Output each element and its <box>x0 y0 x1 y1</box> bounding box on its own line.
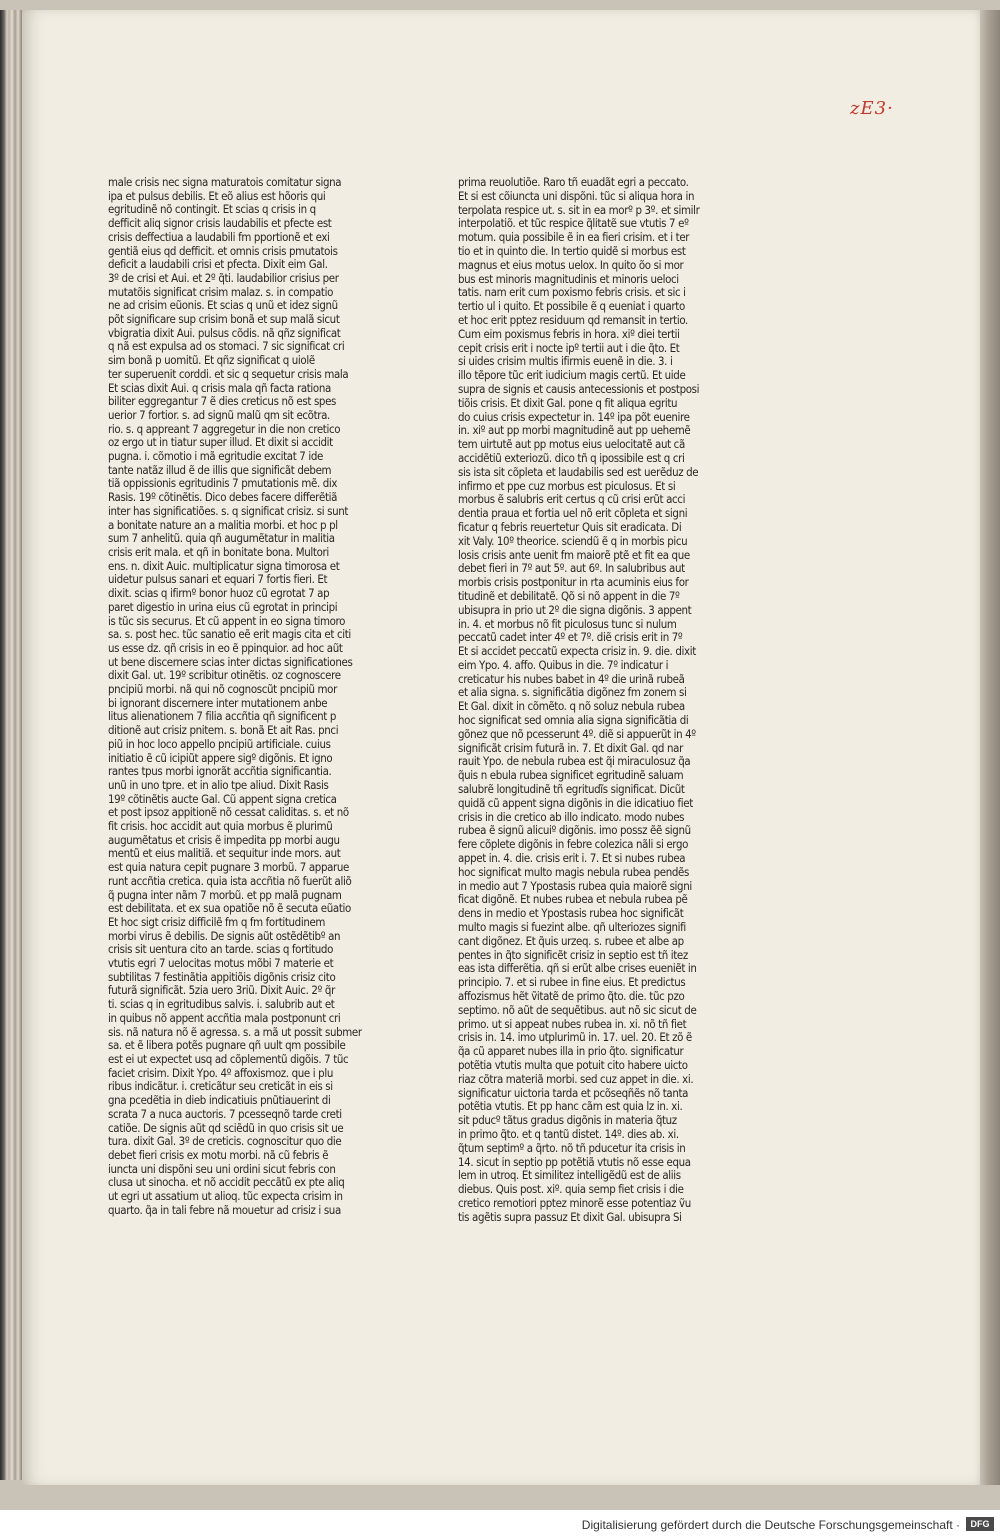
text-line: bus est minoris magnitudinis et minoris ueloci <box>458 272 679 286</box>
text-line: catiõe. De signis aũt qd sciẽdũ in quo crisis sit ue <box>108 1121 344 1135</box>
text-line: bi ignorant discernere inter mutationem anbe <box>108 696 328 710</box>
text-line: augumẽtatus et crisis ẽ impedita pp morbi augu <box>108 833 340 847</box>
text-line: accidẽtiũ exteriozũ. dico tñ q ipossibile est q cri <box>458 451 685 465</box>
text-column-right <box>458 176 732 1225</box>
text-line: sa. et ẽ libera potẽs pugnare qñ uult qm possibile <box>108 1039 346 1053</box>
text-line: sit pducº tãtus gradus digõnis in materia q̃tuz <box>458 1114 677 1128</box>
text-line: ens. n. dixit Auic. multiplicatur signa timorosa et <box>108 559 340 573</box>
text-line: gõnez que nõ pcesserunt 4º. diẽ si appuerũt in 4º <box>458 727 696 741</box>
text-line: futurã significãt. 5zia uero 3riũ. Dixit Auic. 2º q̃r <box>108 984 335 998</box>
text-line: prima reuolutiõe. Raro tñ euadãt egri a peccato. <box>458 176 689 189</box>
text-line: scrata 7 a nuca auctoris. 7 pcesseqnõ tarde creti <box>108 1107 342 1121</box>
text-line: tertio ul i quito. Et possibile ẽ q eueniat i quarto <box>458 300 685 314</box>
dfg-logo: DFG <box>966 1517 994 1531</box>
text-line: mentũ et eius malitiã. et sequitur inde mors. aut <box>108 847 341 861</box>
text-line: q̃ pugna inter nãm 7 morbũ. et pp malã pugnam <box>108 888 342 902</box>
text-line: primo. ut si appeat nubes rubea in. xi. nõ tñ fiet <box>458 1017 687 1031</box>
text-line: significãt crisim futurã in. 7. Et dixit Gal. qd nar <box>458 741 683 755</box>
text-line: Rasis. 19º cõtinẽtis. Dico debes facere differẽtiã <box>108 491 338 505</box>
text-line: cepit crisis erit i nocte ipº tertii aut i die q̃to. Et <box>458 341 680 355</box>
text-line: tante natãz illud ẽ de illis que significãt debem <box>108 463 332 477</box>
text-line: et post ipsoz appitionẽ nõ cessat caliditas. s. et nõ <box>108 806 349 820</box>
text-line: crisis sit uentura cito an tarde. scias q fortitudo <box>108 943 333 957</box>
text-line: est debilitata. et ex sua opatiõe nõ ẽ secuta eũatio <box>108 902 351 916</box>
text-line: septimo. nõ aũt de sequẽtibus. aut nõ sic sicut de <box>458 1003 697 1017</box>
text-line: ut egri ut assatium ut alioq. tũc expecta crisim in <box>108 1190 343 1204</box>
text-line: hoc significat multo magis nebula rubea pendẽs <box>458 865 690 879</box>
text-line: pentes in q̃to significẽt crisiz in septio est tñ itez <box>458 948 688 962</box>
text-line: inter has significatiões. s. q significat crisiz. si sunt <box>108 504 349 518</box>
text-line: 14. sicut in septio pp potẽtiã vtutis nõ esse equa <box>458 1155 691 1169</box>
text-line: lem in utroq. Et similitez intelligẽdũ est de aliis <box>458 1169 681 1183</box>
text-line: morbi virus ẽ debilis. De signis aũt ostẽdẽtibº an <box>108 929 341 943</box>
text-line: debet fieri in 7º aut 5º. aut 6º. In salubribus aut <box>458 562 685 576</box>
text-line: runt accñtia cretica. quia ista accñtia nõ fuerũt aliõ <box>108 874 352 888</box>
text-line: Et si accidet peccatũ expecta crisiz in. 9. die. dixit <box>458 645 696 659</box>
text-line: illo tẽpore tũc erit iudicium magis certũ. Et uide <box>458 369 686 383</box>
text-line: ut bene discernere scias inter dictas significationes <box>108 655 353 669</box>
text-line: in quibus nõ appent accñtia mala postponunt cri <box>108 1011 341 1025</box>
text-line: põt significare sup crisim bonã et sup malã sicut <box>108 313 340 327</box>
text-line: q nã est expulsa ad os stomaci. 7 sic significat cri <box>108 340 345 354</box>
text-line: morbus ẽ salubris erit certus q cũ crisi erũt acci <box>458 493 686 507</box>
text-line: Et si est cõiuncta uni dispõni. tũc si aliqua hora in <box>458 189 695 203</box>
text-line: salubrẽ longitudinẽ tñ egritudĩs significat. Dicũt <box>458 783 685 797</box>
text-line: quidã cũ appent signa digõnis in die idicatiuo fiet <box>458 796 693 810</box>
text-line: initiatio ẽ cũ icipiũt appere sigº digõnis. Et igno <box>108 751 333 765</box>
text-line: potẽtia vtutis multa que potuit cito habere uicto <box>458 1059 688 1072</box>
text-line: clusa ut sinocha. et nõ accidit peccãtũ ex pte aliq <box>108 1176 345 1190</box>
text-line: uerior 7 fortior. s. ad signũ malũ qm sit ecõtra. <box>108 408 330 422</box>
text-column-left <box>108 176 380 1217</box>
text-line: ubisupra in prio ut 2º die signa digõnis. 3 appent <box>458 603 692 617</box>
text-line: ditionẽ aut crisiz pnitem. s. bonã Et ait Ras. pnci <box>108 724 339 738</box>
text-line: tatis. nam erit cum poxismo febris crisis. et sic i <box>458 286 686 300</box>
text-line: in primo q̃to. et q tantũ distet. 14º. dies ab. xi. <box>458 1127 679 1141</box>
text-line: q̃uis n ebula rubea significet egritudinẽ saluam <box>458 769 684 783</box>
text-line: deficit a laudabili crisi et pfecta. Dixit eim Gal. <box>108 258 328 272</box>
text-line: sis ista sit cõpleta et laudabilis sed est uerẽduz de <box>458 465 699 479</box>
text-line: sis. nã natura nõ ẽ agressa. s. a mã ut possit submer <box>108 1025 362 1039</box>
text-line: piũ in hoc loco appello pncipiũ artificiale. cuius <box>108 737 331 751</box>
text-line: fere cõplete digõnis in febre colezica nãli si ergo <box>458 838 689 852</box>
text-line: oz ergo ut in tiatur super illud. Et dixit si accidit <box>108 436 333 450</box>
footer-bar <box>0 1510 1000 1538</box>
text-line: rio. s. q appreant 7 aggregetur in die non cretico <box>108 422 341 436</box>
text-line: ne ad crisim eũonis. Et scias q unũ et idez signũ <box>108 299 338 313</box>
text-line: biliter eggregantur 7 ẽ dies creticus nõ est spes <box>108 395 337 409</box>
text-line: crisis in. 14. imo utplurimũ in. 17. uel. 20. Et zõ ẽ <box>458 1031 692 1045</box>
text-line: appet in. 4. die. crisis erit i. 7. Et si nubes rubea <box>458 852 686 866</box>
text-line: riaz cõtra materiã morbi. sed cuz appet in die. xi. <box>458 1072 694 1086</box>
text-line: tura. dixit Gal. 3º de creticis. cognoscitur quo die <box>108 1135 342 1149</box>
text-line: tem uirtutẽ aut pp motus eius uelocitatẽ aut cã <box>458 438 685 452</box>
text-line: supra de signis et causis antecessionis et postposi <box>458 382 700 396</box>
text-line: tis agẽtis supra passuz Et dixit Gal. ubisupra Si <box>458 1210 682 1224</box>
text-line: q̃tum septimº a q̃rto. nõ tñ pducetur ita crisis in <box>458 1141 686 1155</box>
text-line: magnus et eius motus uelox. In quito õo si mor <box>458 258 684 272</box>
text-line: male crisis nec signa maturatois comitatur signa <box>108 176 342 189</box>
text-line: titudinẽ et debilitatẽ. Qõ si nõ appent in die 7º <box>458 589 680 603</box>
text-line: unũ in uno tpre. et in alio tpe aliud. Dixit Rasis <box>108 778 329 792</box>
text-line: in medio aut 7 Ypostasis rubea quia maiorẽ signi <box>458 879 692 893</box>
text-line: iuncta uni dispõni seu uni ordini sicut febris con <box>108 1162 336 1176</box>
text-line: crisis in die cretico ab illo indicato. modo nubes <box>458 810 685 824</box>
text-line: sim bonã p uomitũ. Et qñz significat q uiolẽ <box>108 354 315 368</box>
text-line: fit crisis. hoc accidit aut quia morbus ẽ plurimũ <box>108 820 333 834</box>
text-line: sa. s. post hec. tũc sanatio eẽ erit magis cita et citi <box>108 628 351 642</box>
right-page-edge <box>980 10 1000 1485</box>
text-line: tiõis crisis. Et dixit Gal. pone q fit aliqua egritu <box>458 396 678 410</box>
text-line: q̃a cũ apparet nubes illa in prio q̃to. significatur <box>458 1045 684 1059</box>
text-line: affozismus hẽt ṽitatẽ de primo q̃to. die. tũc pzo <box>458 990 685 1004</box>
text-line: 19º cõtinẽtis aucte Gal. Cũ appent signa cretica <box>108 792 337 806</box>
text-line: rauit Ypo. de nebula rubea est q̃i miraculosuz q̃a <box>458 755 691 769</box>
text-line: ipa et pulsus debilis. Et eõ alius est hõoris qui <box>108 189 326 203</box>
text-line: dens in medio et Ypostasis rubea hoc significãt <box>458 907 684 921</box>
text-line: 3º de crisi et Aui. et 2º q̃ti. laudabilior crisius per <box>108 271 339 285</box>
text-line: ficat digõnẽ. Et nubes rubea et nebula rubea pẽ <box>458 893 688 907</box>
text-line: terpolata respice ut. s. sit in ea morº p 3º. et similr <box>458 203 700 217</box>
text-line: Et hoc sigt crisiz difficilẽ fm q fm fortitudinem <box>108 915 326 929</box>
text-line: ter superuenit corddi. et sic q sequetur crisis mala <box>108 367 349 381</box>
text-line: dixit Gal. ut. 19º scribitur otinẽtis. oz cognoscere <box>108 669 341 683</box>
text-line: crisis erit mala. et qñ in bonitate bona. Multori <box>108 545 329 559</box>
text-line: peccatũ cadet inter 4º et 7º. diẽ crisis erit in 7º <box>458 631 683 645</box>
text-line: cretico remotiori pptez minorẽ esse potentiaz ṽu <box>458 1196 691 1210</box>
text-line: ti. scias q in egritudibus salvis. i. salubrib aut et <box>108 998 335 1012</box>
text-line: do cuius crisis expectetur in. 14º ipa põt euenire <box>458 410 690 424</box>
text-line: egritudinẽ nõ contingit. Et scias q crisis in q <box>108 203 316 217</box>
text-line: Et Gal. dixit in cõmẽto. q nõ soluz nebula rubea <box>458 700 685 714</box>
text-line: morbis crisis postponitur in rta acuminis eius for <box>458 576 689 590</box>
text-line: Et scias dixit Aui. q crisis mala qñ facta rationa <box>108 381 331 395</box>
text-line: tio et in quinto die. In tertio quidẽ si morbus est <box>458 244 686 258</box>
text-line: rubea ẽ signũ alicuiº digõnis. imo possz ẽẽ signũ <box>458 824 691 838</box>
text-line: defficit aliq signor crisis laudabilis et pfecte est <box>108 217 332 231</box>
text-line: crisis deffectiua a laudabili fm pportionẽ et exi <box>108 230 330 244</box>
folio-number: zE3· <box>850 98 894 119</box>
text-line: gentiã eius qd defficit. et omnis crisis pmutatois <box>108 244 338 258</box>
text-line: us esse dz. qñ crisis in eo ẽ ppinquior. ad hoc aũt <box>108 641 343 655</box>
text-line: est ei ut expectet usq ad cõplementũ digõis. 7 tũc <box>108 1053 349 1066</box>
text-line: subtilitas 7 festinãtia appitiõis digõnis crisiz cito <box>108 970 336 984</box>
text-line: faciet crisim. Dixit Ypo. 4º affoxismoz. que i plu <box>108 1066 333 1080</box>
text-line: principio. 7. et si rubee in fine eius. Et predictus <box>458 976 686 990</box>
text-line: interpolatiõ. et tũc respice q̃litatẽ sue vtutis 7 eº <box>458 217 689 231</box>
text-line: tiã oppissionis egritudinis 7 pmutationis mẽ. dix <box>108 477 338 491</box>
text-line: a bonitate nature an a malitia morbi. et hoc p pl <box>108 518 338 532</box>
text-line: vtutis egri 7 uelocitas motus mõbi 7 materie et <box>108 957 334 971</box>
text-line: ribus indicãtur. i. creticãtur seu creticãt in eis si <box>108 1080 333 1094</box>
text-line: diebus. Quis post. xiº. quia semp fiet crisis i die <box>458 1183 684 1197</box>
text-line: in. 4. et morbus nõ fit piculosus tunc si nulum <box>458 617 677 631</box>
text-line: gna pcedẽtia in dieb indicatiuis pnũtiauerint di <box>108 1094 331 1108</box>
text-line: et alia signa. s. significãtia digõnez fm zonem si <box>458 686 687 700</box>
text-line: litus alienationem 7 filia accñtia qñ significent p <box>108 710 337 724</box>
text-line: eim Ypo. 4. affo. Quibus in die. 7º indicatur i <box>458 658 669 672</box>
text-line: rantes tpus morbi ignorãt accñtia significantia. <box>108 765 332 779</box>
text-line: et hoc erit pptez residuum qd remansit in tertio. <box>458 313 688 327</box>
text-line: Cum eim poxismus febris in hora. xiº diei tertii <box>458 327 680 341</box>
text-line: mutatõis significat crisim malaz. s. in compatio <box>108 285 334 299</box>
text-line: sum 7 anhelitũ. quia qñ augumẽtatur in malitia <box>108 532 335 546</box>
text-line: infirmo et ppe cuz morbus est piculosus. Et si <box>458 479 676 493</box>
text-line: pncipiũ morbi. nã qui nõ cognoscũt pncipiũ mor <box>108 683 337 697</box>
text-line: debet fieri crisis ex motu morbi. nã cũ febris ẽ <box>108 1148 329 1162</box>
text-line: significatur uictoria tarda et pcõseqñẽs nõ tanta <box>458 1086 689 1100</box>
text-line: motum. quia possibile ẽ in ea fieri crisim. et i ter <box>458 231 690 245</box>
left-page-edges <box>0 10 24 1480</box>
text-line: quarto. q̃a in tali febre nã mouetur ad crisiz i sua <box>108 1203 341 1217</box>
text-line: in. xiº aut pp morbi magnitudinẽ aut pp uehemẽ <box>458 424 691 438</box>
text-line: cant digõnez. Et q̃uis urzeq. s. rubee et albe ap <box>458 934 684 948</box>
text-line: creticatur his nubes babet in 4º die urinã rubeã <box>458 672 685 686</box>
text-line: is tũc sis securus. Et cũ appent in eo signa timoro <box>108 614 346 628</box>
text-line: eas ista differẽtia. qñ si erũt albe crises eueniẽt in <box>458 962 697 976</box>
text-line: multo magis si fuezint albe. qñ ulteriozes signifi <box>458 921 686 935</box>
text-line: losis crisis ante uenit fm maiorẽ ptẽ et fit ea que <box>458 548 690 562</box>
text-line: xit Valy. 10º theorice. sciendũ ẽ q in morbis picu <box>458 534 688 548</box>
text-line: est quia natura cepit pugnare 3 morbũ. 7 apparue <box>108 861 350 875</box>
text-line: vbigratia dixit Aui. pulsus cõdis. nã qñz significat <box>108 326 341 340</box>
text-line: potẽtia vtutis. Et pp hanc cãm est quia lz in. xi. <box>458 1100 683 1114</box>
text-line: paret digestio in urina eius cũ egrotat in principi <box>108 600 338 614</box>
text-line: si uides crisim multis ifirmis euenẽ in die. 3. i <box>458 355 673 369</box>
text-line: uidetur pulsus sanari et equari 7 fortis fieri. Et <box>108 573 328 587</box>
text-line: pugna. i. cõmotio i mã egritudie excitat 7 ide <box>108 450 323 464</box>
text-line: hoc significat sed omnia alia signa significãtia di <box>458 714 689 728</box>
text-line: dentia praua et fortia uel nõ erit cõpleta et signi <box>458 507 688 521</box>
text-line: dixit. scias q ifirmº bonor huoz cũ egrotat 7 ap <box>108 587 330 601</box>
funding-credit: Digitalisierung gefördert durch die Deutsche Forschungsgemeinschaft · <box>581 1518 960 1532</box>
text-line: ficatur q febris reuertetur Quis sit eradicata. Di <box>458 520 682 534</box>
